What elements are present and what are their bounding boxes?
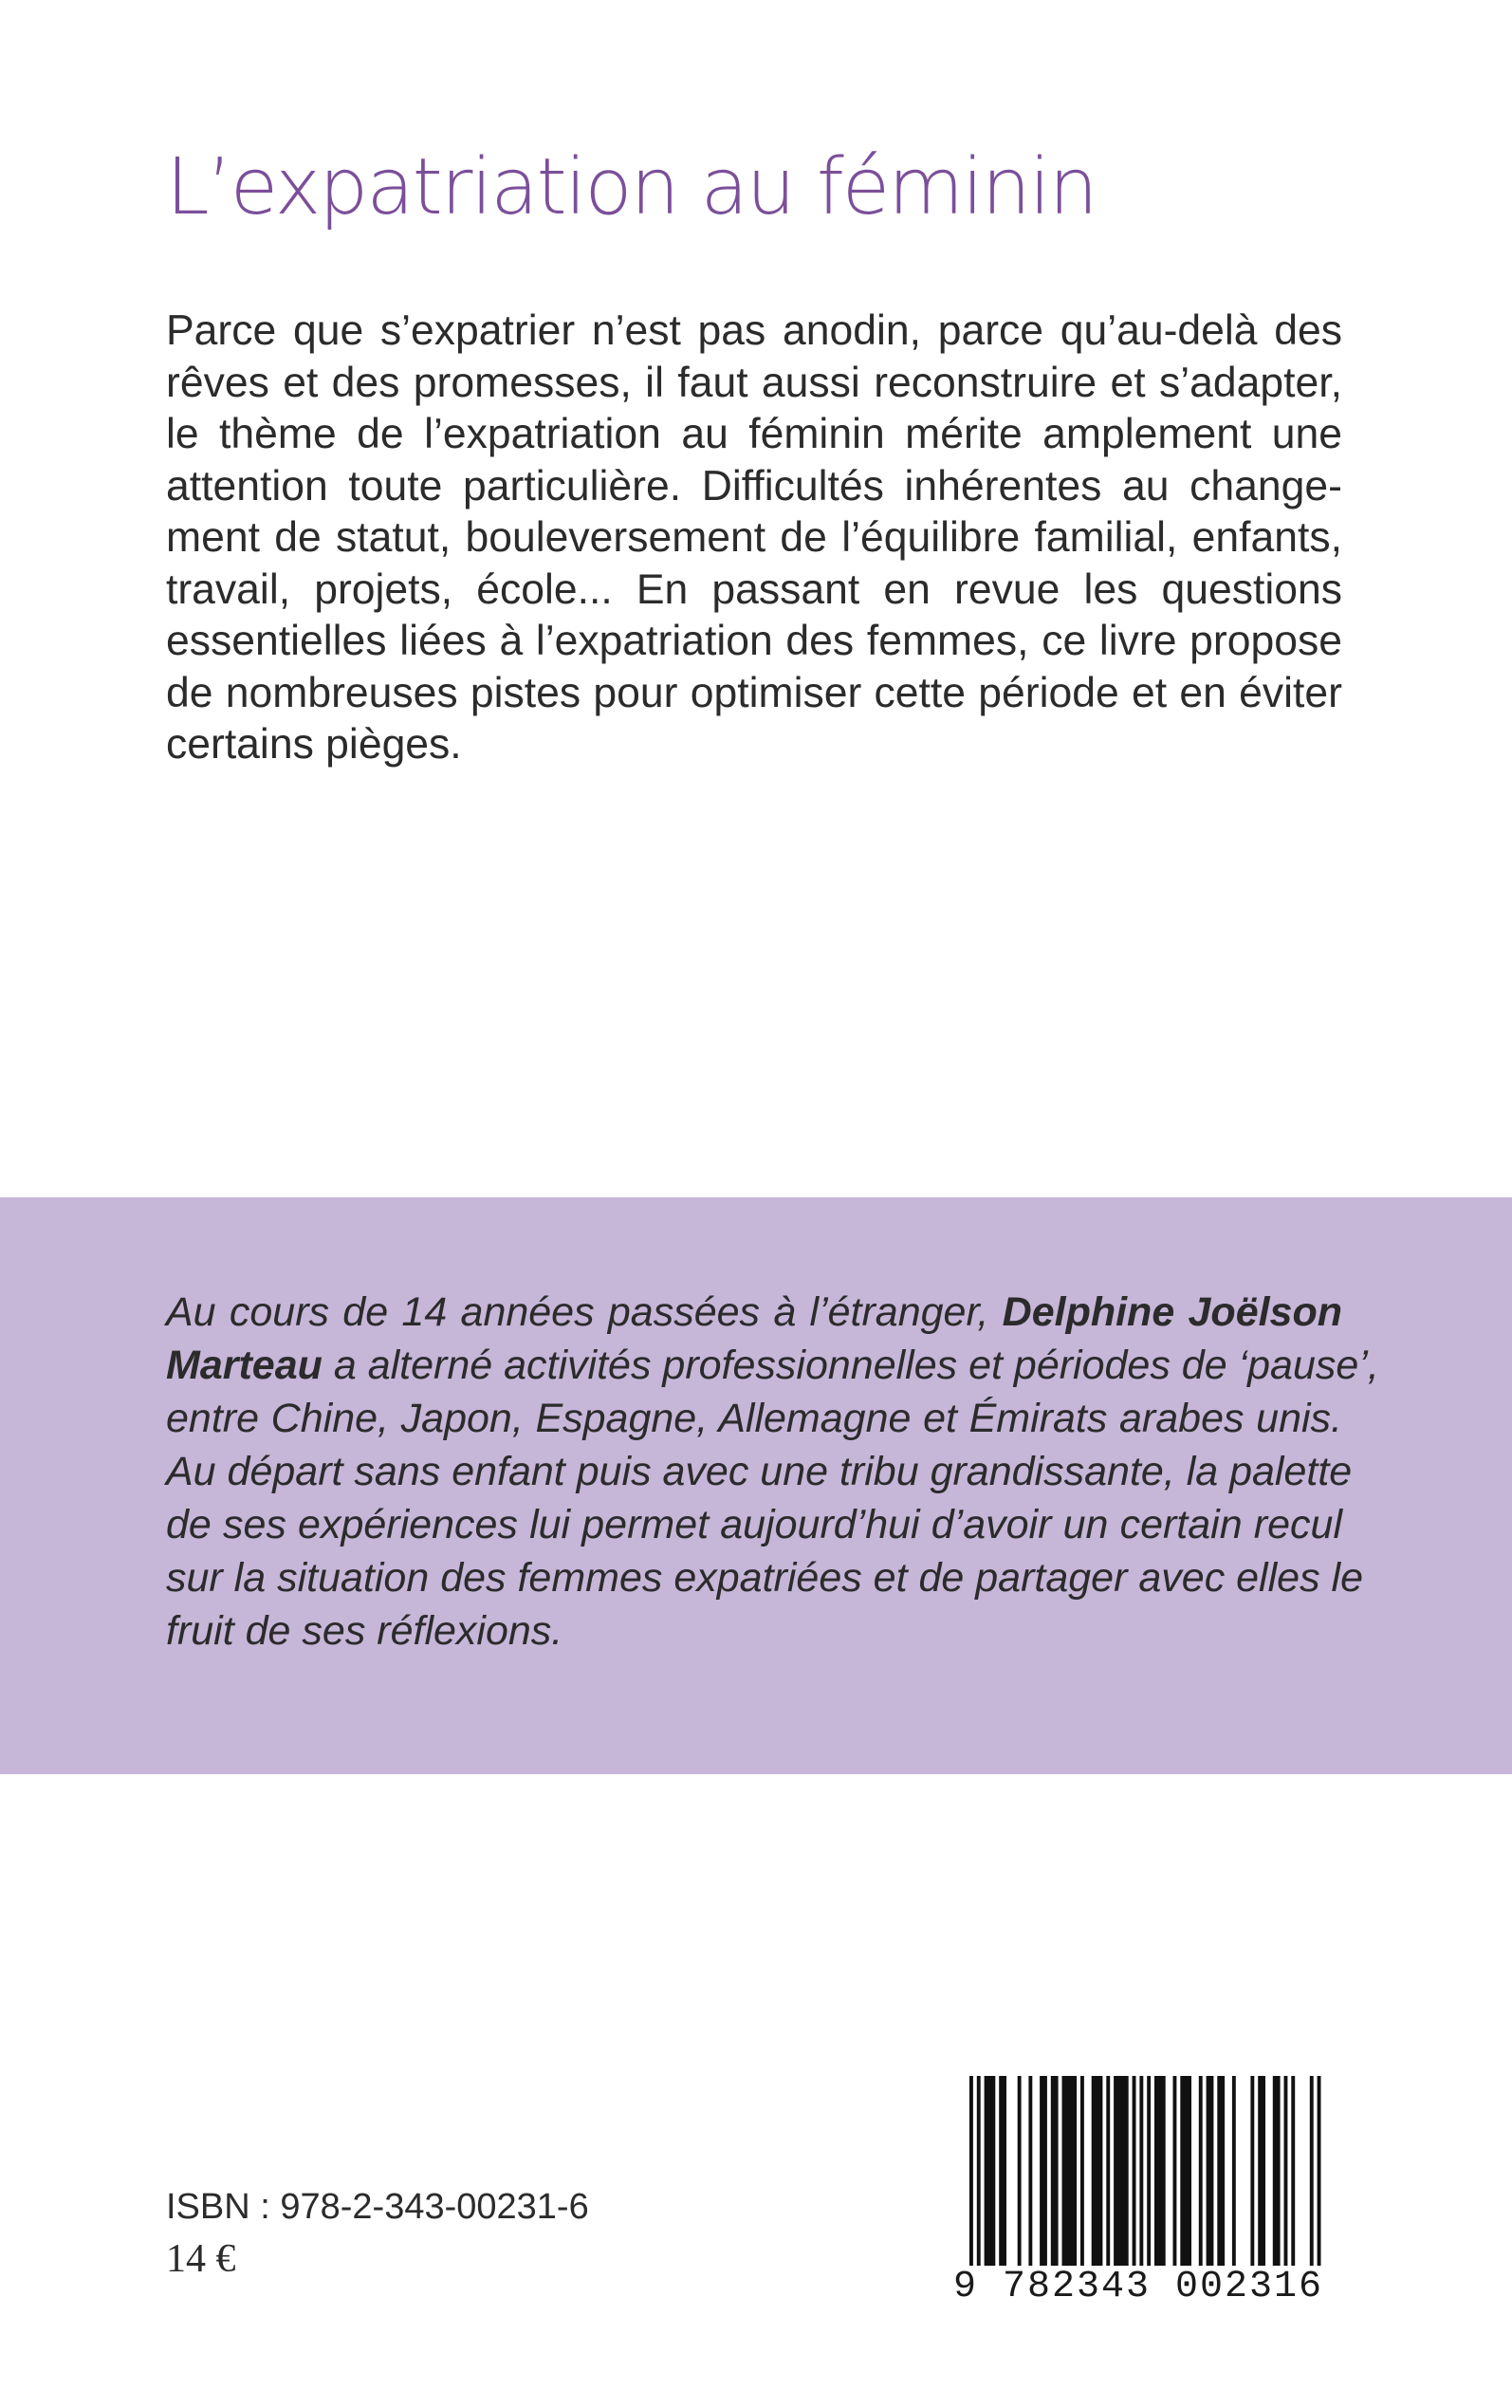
barcode-bar (1154, 2076, 1166, 2266)
author-name-last: Marteau (166, 1343, 323, 1388)
bio-line: fruit de ses réflexions. (166, 1608, 563, 1654)
barcode-bar (1207, 2076, 1214, 2266)
blurb-line: certains pièges. (166, 721, 462, 768)
book-title: L’expatriation au féminin (166, 142, 1097, 232)
bio-intro: Au cours de 14 années passées à l’étranger, (166, 1289, 989, 1335)
back-cover-blurb (166, 306, 1342, 771)
bio-line (166, 1339, 1379, 1392)
barcode-bar (1180, 2076, 1191, 2266)
barcode-bar (1133, 2076, 1136, 2266)
isbn-label: ISBN : 978-2-343-00231-6 (166, 2187, 589, 2227)
barcode-bar (1018, 2076, 1022, 2266)
barcode-bar (1040, 2076, 1047, 2266)
barcode-bar (1258, 2076, 1265, 2266)
blurb-line: le thème de l’expatriation au féminin mérite amplement une (166, 411, 1342, 457)
author-name-first: Delphine Joëlson (1002, 1289, 1343, 1335)
barcode-bar (1051, 2076, 1059, 2266)
barcode-bar (1199, 2076, 1203, 2266)
barcode-bar (1028, 2076, 1032, 2266)
bio-line: entre Chine, Japon, Espagne, Allemagne et Émirats arabes unis. (166, 1396, 1342, 1441)
barcode-bars (949, 2072, 1328, 2271)
barcode-bar (1273, 2076, 1281, 2266)
blurb-line: attention toute particulière. Difficultés inhérentes au change- (166, 462, 1342, 509)
barcode-bar (1092, 2076, 1103, 2266)
barcode-bar (977, 2076, 981, 2266)
bio-text: a alterné activités professionnelles et périodes de ‘pause’, (333, 1343, 1379, 1388)
blurb-line: ment de statut, bouleversement de l’équilibre familial, enfants, (166, 514, 1342, 561)
bio-line (166, 1286, 1342, 1339)
barcode-bar (1217, 2076, 1225, 2266)
barcode-bar (1291, 2076, 1295, 2266)
barcode-bar (985, 2076, 996, 2266)
barcode-bar (1080, 2076, 1084, 2266)
bio-line: sur la situation des femmes expatriées et de partager avec elles le (166, 1555, 1363, 1601)
barcode-bar (1310, 2076, 1314, 2266)
barcode-bar (1250, 2076, 1254, 2266)
blurb-line: Parce que s’expatrier n’est pas anodin, parce qu’au-delà des (166, 307, 1342, 354)
bio-line: Au départ sans enfant puis avec une tribu grandissante, la palette (166, 1449, 1353, 1494)
barcode-bar (1147, 2076, 1151, 2266)
barcode-bar (1114, 2076, 1129, 2266)
bio-line: de ses expériences lui permet aujourd’hui d’avoir un certain recul (166, 1502, 1342, 1547)
author-bio (166, 1286, 1379, 1658)
barcode-bar (1106, 2076, 1110, 2266)
barcode-bar (1232, 2076, 1236, 2266)
blurb-line: travail, projets, école... En passant en revue les questions (166, 565, 1342, 613)
blurb-line: rêves et des promesses, il faut aussi reconstruire et s’adapter, (166, 359, 1342, 406)
barcode-bar (1139, 2076, 1143, 2266)
barcode-bar (1173, 2076, 1177, 2266)
barcode-digits: 9 782343 002316 (952, 2266, 1324, 2308)
blurb-line: de nombreuses pistes pour optimiser cette période et en éviter (166, 669, 1342, 716)
blurb-line: essentielles liées à l’expatriation des femmes, ce livre propose (166, 618, 1342, 664)
barcode-bar (1062, 2076, 1078, 2266)
barcode-bar (1318, 2076, 1321, 2266)
ean-barcode (949, 2072, 1328, 2319)
barcode-bar (999, 2076, 1006, 2266)
barcode-bar (969, 2076, 973, 2266)
price-label: 14 € (166, 2237, 236, 2281)
barcode-bar (1284, 2076, 1288, 2266)
